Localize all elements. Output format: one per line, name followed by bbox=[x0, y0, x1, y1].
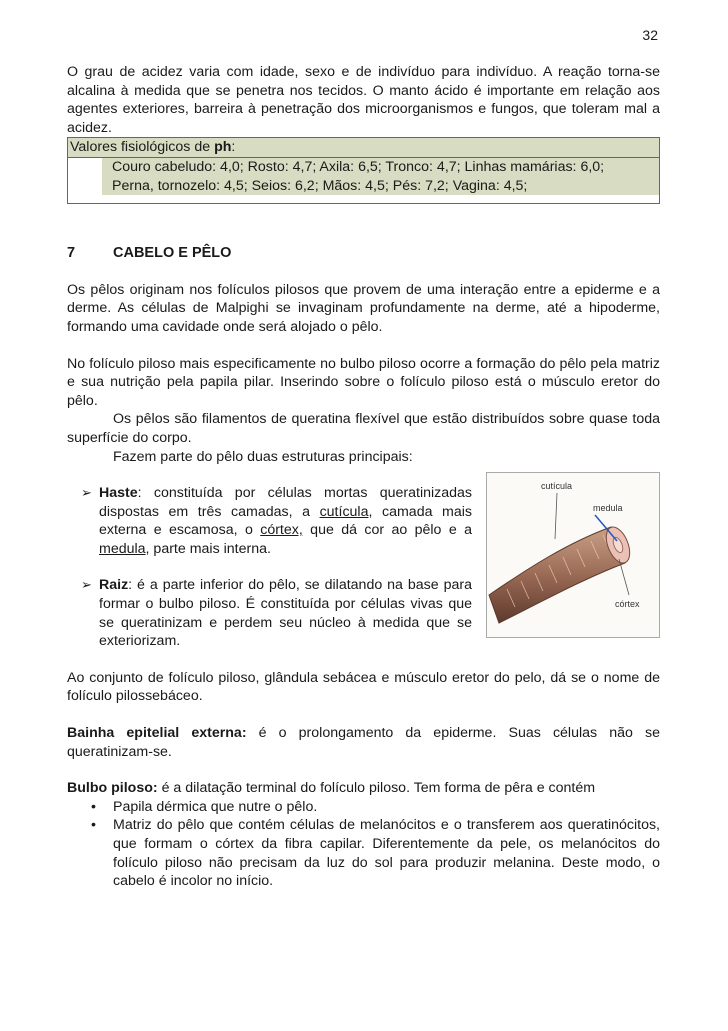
label-cortex: córtex bbox=[615, 599, 640, 610]
arrow-bullet-icon: ➢ bbox=[81, 577, 92, 593]
ph-values-list bbox=[102, 158, 659, 195]
page-number: 32 bbox=[642, 27, 658, 43]
hair-parts-list bbox=[67, 484, 660, 651]
paragraph: Os pêlos são filamentos de queratina flexível que estão distribuídos sobre quase toda superfície do corpo. bbox=[67, 411, 660, 446]
ph-values-box bbox=[67, 137, 660, 204]
intro-paragraph: O grau de acidez varia com idade, sexo e de indivíduo para indivíduo. A reação torna-se alcalina à medida que se penetra nos tecidos. O manto ácido é importante em relação aos agentes exteriores, barreira à penetração dos microorganismos e fungos, que toleram mal a acidez. bbox=[67, 64, 660, 136]
ph-values-row: Couro cabeludo: 4,0; Rosto: 4,7; Axila: 6,5; Tronco: 4,7; Linhas mamárias: 6,0; bbox=[102, 158, 659, 177]
ph-values-row: Perna, tornozelo: 4,5; Seios: 6,2; Mãos: 4,5; Pés: 7,2; Vagina: 4,5; bbox=[102, 177, 659, 196]
paragraph: Ao conjunto de folículo piloso, glândula sebácea e músculo eretor do pelo, dá se o nome de folículo pilossebáceo. bbox=[67, 669, 660, 705]
paragraph: No folículo piloso mais especificamente no bulbo piloso ocorre a formação do pêlo pela matriz e sua nutrição pela papila pilar. Inserindo sobre o folículo piloso está o músculo eretor do pêlo. bbox=[67, 355, 660, 409]
list-item-haste: ➢ Haste: constituída por células mortas queratinizadas dispostas em três camadas, a cutícula, camada mais externa e escamosa, o córtex, que dá cor ao pêlo e a medula, parte mais interna. bbox=[81, 485, 473, 557]
arrow-bullet-icon: ➢ bbox=[81, 485, 92, 501]
section-number: 7 bbox=[67, 245, 76, 262]
paragraph: Fazem parte do pêlo duas estruturas principais: bbox=[113, 448, 413, 465]
bullet-icon: • bbox=[91, 817, 96, 834]
list-item: • Matriz do pêlo que contém células de melanócitos e o transferem aos queratinócitos, que formam o córtex da fibra capilar. Diferentemente da pele, os melanócitos do folículo piloso não precisam da luz do sol para produzir melanina. Deste modo, o cabelo é incolor no início. bbox=[91, 817, 660, 890]
label-cuticula: cutícula bbox=[541, 481, 573, 492]
ph-box-title: Valores fisiológicos de ph: bbox=[68, 138, 659, 158]
page-content bbox=[67, 63, 660, 891]
bulbo-list bbox=[67, 798, 660, 891]
list-item: • Papila dérmica que nutre o pêlo. bbox=[91, 798, 318, 815]
paragraph: Os pêlos originam nos folículos pilosos que provem de uma interação entre a epiderme e a derme. As células de Malpighi se invaginam profundamente na derme, até a hipoderme, formando uma cavidade onde será alojado o pêlo. bbox=[67, 281, 660, 335]
section-heading bbox=[67, 244, 660, 263]
paragraph-bainha: Bainha epitelial externa: é o prolongamento da epiderme. Suas células não se queratinizam-se. bbox=[67, 725, 660, 760]
bullet-icon: • bbox=[91, 798, 96, 815]
paragraph-bulbo: Bulbo piloso: é a dilatação terminal do folículo piloso. Tem forma de pêra e contém bbox=[67, 780, 596, 797]
label-medula: medula bbox=[593, 503, 623, 514]
section-title: CABELO E PÊLO bbox=[113, 245, 232, 262]
list-item-raiz: ➢ Raiz: é a parte inferior do pêlo, se dilatando na base para formar o bulbo piloso. É constituída por células vivas que se queratinizam e perdem seu núcleo à medida que se exteriorizam. bbox=[81, 577, 472, 650]
